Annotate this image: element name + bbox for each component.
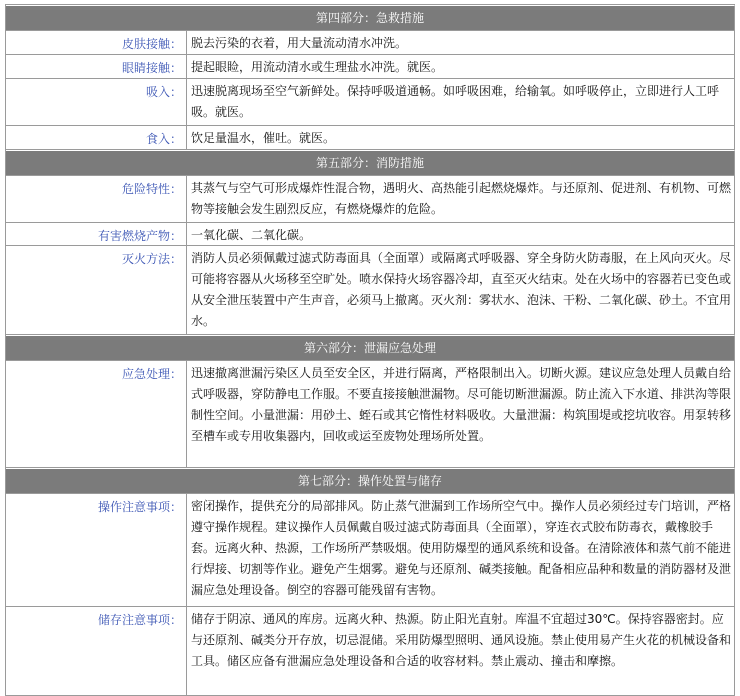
field-label: 应急处理： [6,361,187,467]
field-value: 消防人员必须佩戴过滤式防毒面具（全面罩）或隔离式呼吸器、穿全身防火防毒服，在上风向灭火。尽可能将容器从火场移至空旷处。喷水保持火场容器冷却，直至灭火结束。处在火场中的容器若已变色或从安全泄压装置中产生声音，必须马上撤离。灭火剂：雾状水、泡沫、干粉、二氧化碳、砂土。不宜用水。 [187,246,735,334]
field-label: 危险特性： [6,176,187,222]
table-row [6,494,735,607]
field-label: 灭火方法： [6,246,187,334]
table-row [6,79,735,126]
section-header-fire-fighting: 第五部分：消防措施 [6,150,735,176]
table-row [6,55,735,79]
table-row [6,126,735,150]
table-row [6,607,735,696]
table-row [6,246,735,335]
table-row [6,361,735,468]
field-value: 其蒸气与空气可形成爆炸性混合物，遇明火、高热能引起燃烧爆炸。与还原剂、促进剂、有机物、可燃物等接触会发生剧烈反应，有燃烧爆炸的危险。 [187,176,735,222]
field-value: 迅速撤离泄漏污染区人员至安全区，并进行隔离，严格限制出入。切断火源。建议应急处理人员戴自给式呼吸器，穿防静电工作服。不要直接接触泄漏物。尽可能切断泄漏源。防止流入下水道、排洪沟等限制性空间。小量泄漏：用砂土、蛭石或其它惰性材料吸收。大量泄漏：构筑围堤或挖坑收容。用泵转移至槽车或专用收集器内，回收或运至废物处理场所处置。 [187,361,735,467]
msds-table [5,4,735,696]
table-row [6,176,735,223]
section-header-handling-storage: 第七部分：操作处置与储存 [6,468,735,494]
field-label: 有害燃烧产物： [6,223,187,245]
field-value: 提起眼睑，用流动清水或生理盐水冲洗。就医。 [187,55,735,78]
section-header-leak-response: 第六部分：泄漏应急处理 [6,335,735,361]
field-label: 皮肤接触： [6,31,187,54]
field-label: 食入： [6,126,187,149]
field-value: 密闭操作，提供充分的局部排风。防止蒸气泄漏到工作场所空气中。操作人员必须经过专门培训，严格遵守操作规程。建议操作人员佩戴自吸过滤式防毒面具（全面罩），穿连衣式胶布防毒衣，戴橡胶手套。远离火种、热源，工作场所严禁吸烟。使用防爆型的通风系统和设备。在清除液体和蒸气前不能进行焊接、切割等作业。避免产生烟雾。避免与还原剂、碱类接触。配备相应品种和数量的消防器材及泄漏应急处理设备。倒空的容器可能残留有害物。 [187,494,735,606]
field-value: 储存于阴凉、通风的库房。远离火种、热源。防止阳光直射。库温不宜超过30℃。保持容器密封。应与还原剂、碱类分开存放，切忌混储。采用防爆型照明、通风设施。禁止使用易产生火花的机械设备和工具。储区应备有泄漏应急处理设备和合适的收容材料。禁止震动、撞击和摩擦。 [187,607,735,695]
field-label: 吸入： [6,79,187,125]
field-value: 脱去污染的衣着，用大量流动清水冲洗。 [187,31,735,54]
field-label: 眼睛接触： [6,55,187,78]
field-value: 一氧化碳、二氧化碳。 [187,223,735,245]
table-row [6,31,735,55]
field-label: 操作注意事项： [6,494,187,606]
field-label: 储存注意事项： [6,607,187,695]
table-row [6,223,735,246]
field-value: 饮足量温水，催吐。就医。 [187,126,735,149]
section-header-first-aid: 第四部分：急救措施 [6,5,735,31]
field-value: 迅速脱离现场至空气新鲜处。保持呼吸道通畅。如呼吸困难，给输氧。如呼吸停止，立即进行人工呼吸。就医。 [187,79,735,125]
